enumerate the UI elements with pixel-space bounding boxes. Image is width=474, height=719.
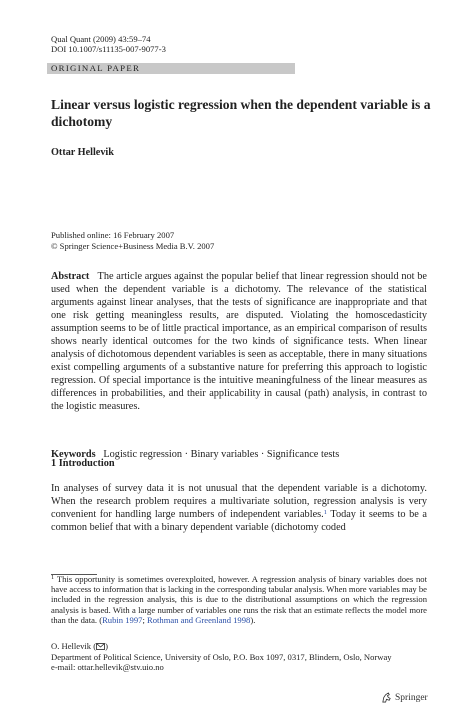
abstract: [51, 270, 427, 413]
springer-logo: [381, 692, 428, 703]
footnote: [51, 574, 427, 625]
citation-link-rothman[interactable]: Rothman and Greenland 1998: [146, 614, 251, 625]
abstract-label: Abstract: [51, 271, 90, 282]
publication-info: [51, 230, 214, 252]
section-heading-introduction: 1 Introduction: [51, 458, 115, 469]
section-label: ORIGINAL PAPER: [51, 63, 141, 73]
affiliation-author: O. Hellevik ( ): [51, 641, 108, 651]
footnote-marker: 1: [51, 574, 55, 581]
intro-text-1: In analyses of survey data it is not unusual that the dependent variable is a dichotomy. When the research problem requires a multivariate solution, regression analysis is very convenient for handling large numbers of independent variables.: [51, 483, 427, 520]
author-name: Ottar Hellevik: [51, 147, 114, 158]
affiliation: [51, 641, 392, 673]
doi: DOI 10.1007/s11135-007-9077-3: [51, 44, 166, 55]
affiliation-department: Department of Political Science, University of Oslo, P.O. Box 1097, 0317, Blindern, Oslo, Norway: [51, 651, 392, 662]
envelope-icon: [96, 643, 105, 650]
footnote-end: ).: [250, 614, 256, 625]
keywords-text: Logistic regression · Binary variables · Significance tests: [103, 449, 340, 460]
keywords-label: Keywords: [51, 449, 96, 460]
springer-label: Springer: [395, 692, 428, 703]
published-date: Published online: 16 February 2007: [51, 230, 175, 240]
springer-horse-icon: [381, 692, 392, 703]
citation-link-rubin[interactable]: Rubin 1997: [102, 614, 143, 625]
intro-text-2: Today it seems to be a common belief that with a binary dependent variable (dichotomy coded: [51, 509, 428, 533]
copyright: © Springer Science+Business Media B.V. 2007: [51, 240, 215, 251]
paper-title: Linear versus logistic regression when the dependent variable is a dichotomy: [51, 97, 431, 129]
journal-header: [51, 34, 166, 55]
footnote-marker-link[interactable]: 1: [323, 509, 327, 516]
introduction-paragraph: [51, 482, 427, 534]
journal-citation: Qual Quant (2009) 43:59–74: [51, 34, 151, 44]
footnote-text: This opportunity is sometimes overexploited, however. A regression analysis of binary variables does not have access to information that is lacking in the corresponding tabular analysis. When more variables may be included in the regression analysis, this is due to the distributional assumptions on which the regression analysis is based. With a large number of variables one runs the risk that an estimate reflects the model more than the data. (: [51, 574, 427, 625]
affiliation-author-name: O. Hellevik: [51, 641, 92, 651]
citation-sep: ;: [142, 614, 147, 625]
abstract-text: The article argues against the popular belief that linear regression should not be used when the dependent variable is a dichotomy. The relevance of the statistical arguments against linear analyses, that the tests of significance are inappropriate and that one risk getting meaningless results, are disputed. Violating the homoscedasticity assumption seems to be of little practical importance, as an empirical comparison of results shows nearly identical outcomes for the two kinds of significance tests. When linear analysis of dichotomous dependent variables is seen as acceptable, there in many situations exist compelling arguments of a substantive nature for preferring this approach to logistic regression. Of special importance is the intuitive meaningfulness of the linear measures as differences in probabilities, and their applicability in causal (path) analysis, in contrast to the logistic measures.: [51, 271, 428, 412]
affiliation-email: e-mail: ottar.hellevik@stv.uio.no: [51, 662, 164, 672]
